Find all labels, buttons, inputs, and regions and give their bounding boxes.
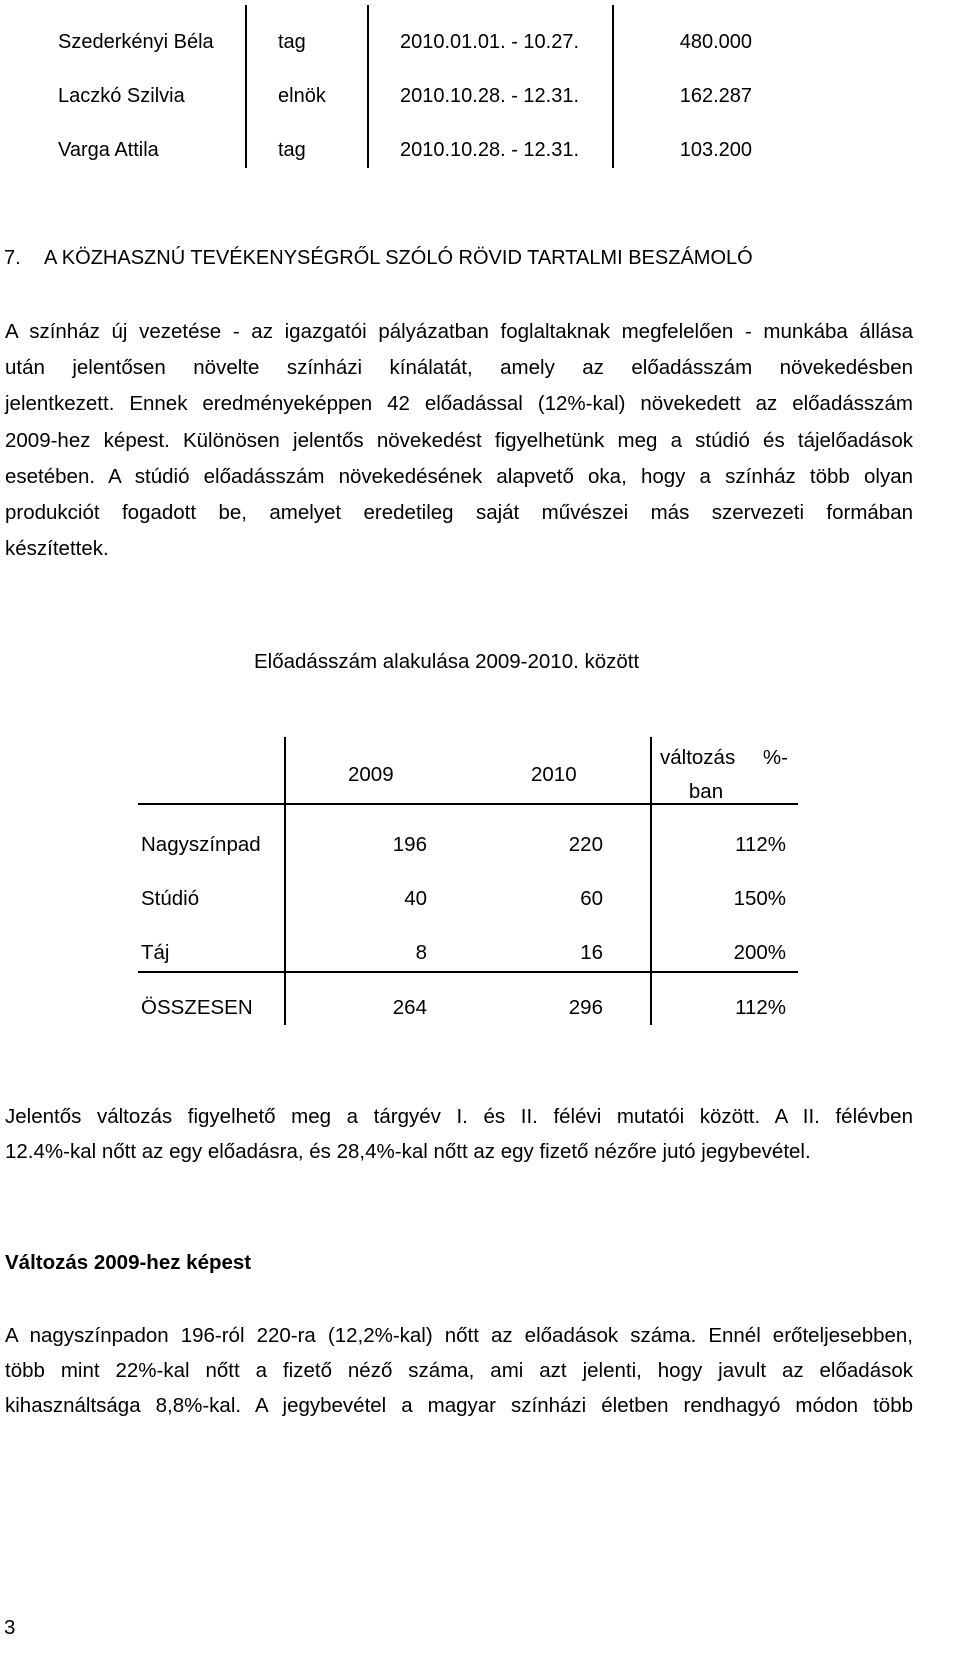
header-year-2010: 2010 — [531, 763, 577, 786]
header-year-2009: 2009 — [348, 763, 394, 786]
member-role: tag — [278, 139, 306, 161]
cell-change: 112% — [735, 833, 786, 856]
header-change-line1: változás %- — [660, 746, 788, 769]
cell-2010: 16 — [580, 941, 603, 964]
member-name: Laczkó Szilvia — [58, 85, 185, 107]
paragraph-line: A színház új vezetése - az igazgatói pályázatban foglaltaknak megfelelően - munkába állása — [5, 320, 913, 343]
row-label: ÖSSZESEN — [141, 996, 253, 1019]
cell-change: 112% — [735, 996, 786, 1019]
member-role: elnök — [278, 85, 326, 107]
intro-paragraph — [5, 314, 913, 567]
member-name: Szederkényi Béla — [58, 31, 214, 53]
members-table-divider — [367, 5, 369, 168]
paragraph-line: után jelentősen növelte színházi kínálatát, amely az előadásszám növekedésben — [5, 356, 913, 380]
cell-2010: 296 — [568, 996, 603, 1019]
row-label: Nagyszínpad — [141, 833, 261, 856]
header-change-line2: ban — [688, 780, 724, 803]
member-amount: 103.200 — [679, 139, 752, 161]
paragraph-line: készítettek. — [5, 537, 109, 561]
member-period: 2010.10.28. - 12.31. — [400, 85, 580, 107]
comparison-paragraph — [5, 1318, 913, 1423]
paragraph-line: kihasználtsága 8,8%-kal. A jegybevétel a magyar színházi életben rendhagyó módon több — [5, 1394, 913, 1417]
members-table-divider — [612, 5, 614, 168]
paragraph-line: jelentkezett. Ennek eredményeképpen 42 előadással (12%-kal) növekedett az előadásszám — [5, 392, 913, 416]
cell-change: 200% — [733, 941, 786, 964]
cell-2009: 40 — [404, 887, 427, 910]
page-number: 3 — [4, 1616, 16, 1639]
row-label: Stúdió — [141, 887, 200, 910]
row-label: Táj — [141, 941, 170, 964]
stats-table-divider — [650, 737, 652, 1025]
change-paragraph — [5, 1099, 913, 1169]
cell-2010: 220 — [568, 833, 603, 856]
paragraph-line: A nagyszínpadon 196-ról 220-ra (12,2%-kal) nőtt az előadások száma. Ennél erőteljesebben, — [5, 1324, 913, 1347]
member-period: 2010.01.01. - 10.27. — [400, 31, 580, 53]
member-amount: 480.000 — [679, 31, 752, 53]
subheading: Változás 2009-hez képest — [5, 1251, 252, 1274]
stats-table-rule — [138, 971, 798, 973]
section-number: 7. — [4, 247, 21, 269]
paragraph-line: esetében. A stúdió előadásszám növekedésének alapvető oka, hogy a színház több olyan — [5, 464, 913, 488]
member-name: Varga Attila — [58, 139, 159, 161]
cell-2009: 264 — [392, 996, 427, 1019]
cell-change: 150% — [733, 887, 786, 910]
section-title: A KÖZHASZNÚ TEVÉKENYSÉGRŐL SZÓLÓ RÖVID TARTALMI BESZÁMOLÓ — [44, 247, 753, 269]
member-amount: 162.287 — [679, 85, 752, 107]
stats-table-divider — [284, 737, 286, 1025]
paragraph-line: több mint 22%-kal nőtt a fizető néző száma, ami azt jelenti, hogy javult az előadások — [5, 1359, 913, 1382]
cell-2009: 8 — [415, 941, 427, 964]
paragraph-line: 2009-hez képest. Különösen jelentős növekedést figyelhetünk meg a stúdió és tájelőadások — [5, 428, 913, 452]
member-period: 2010.10.28. - 12.31. — [400, 139, 580, 161]
table-caption: Előadásszám alakulása 2009-2010. között — [254, 650, 640, 673]
members-table-divider — [245, 5, 247, 168]
paragraph-line: 12.4%-kal nőtt az egy előadásra, és 28,4%-kal nőtt az egy fizető nézőre jutó jegybevétel. — [5, 1140, 811, 1163]
cell-2010: 60 — [580, 887, 603, 910]
cell-2009: 196 — [392, 833, 427, 856]
paragraph-line: produkciót fogadott be, amelyet eredetileg saját művészei más szervezeti formában — [5, 501, 913, 525]
paragraph-line: Jelentős változás figyelhető meg a tárgyév I. és II. félévi mutatói között. A II. félévben — [5, 1105, 913, 1128]
member-role: tag — [278, 31, 306, 53]
